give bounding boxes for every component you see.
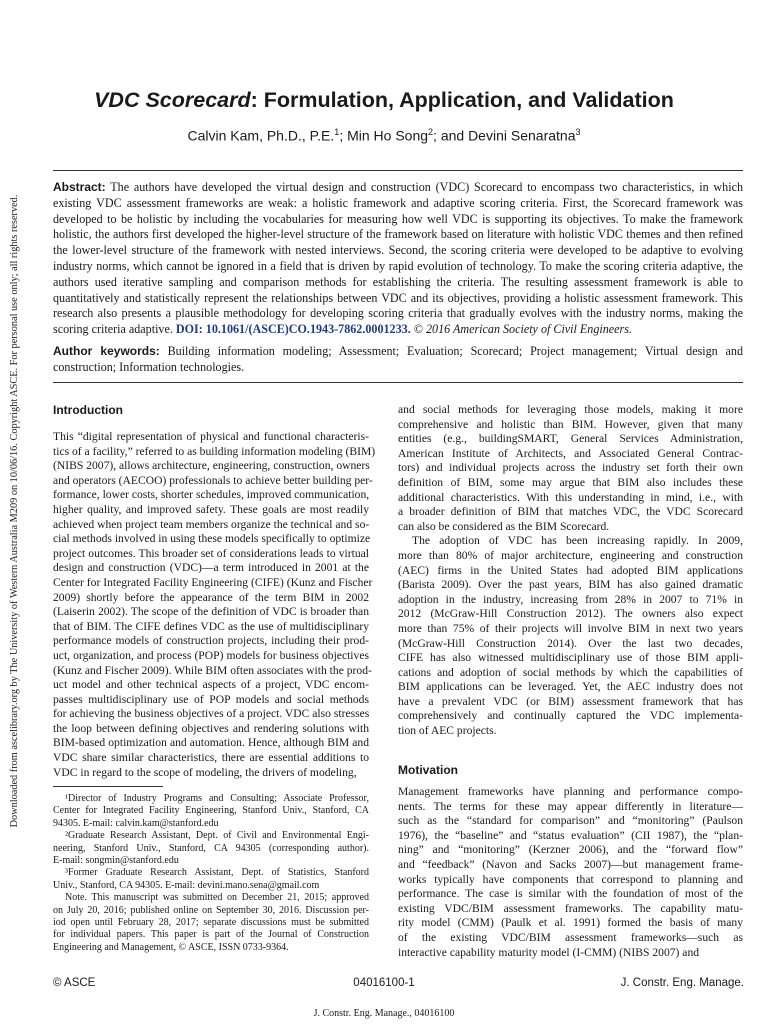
text-line: comprehensive and holistic than BIM. However, given that many (398, 417, 743, 431)
download-notice: Downloaded from ascelibrary.org by The University of Western Australia M209 on 10/06/16. Copyright ASCE. For personal use only; all rights reserved. (9, 194, 20, 828)
text-line: 1976), the “baseline” and “status evaluation” (CII 1987), the “plan- (398, 828, 743, 842)
text-line: 2009) shortly before the appearance of the term BIM in 2002 (53, 590, 369, 604)
text-line: Center for Integrated Facility Engineering, Stanford Univ., Stanford, CA (53, 805, 369, 817)
text-line: adoption in the industry, increasing from 28% in 2007 to 71% in (398, 592, 743, 606)
text-line: Engineering and Management, © ASCE, ISSN 0733-9364. (53, 941, 289, 953)
text-line: that of BIM. The CIFE defines VDC as the use of multidisciplinary (53, 619, 369, 633)
text-line: ning” and “monitoring” (Kerzner 2006), and the “forward flow” (398, 843, 743, 857)
abstract-label: Abstract: (53, 180, 106, 194)
text-line: (Laiserin 2002). The scope of the definition of VDC is broader than (53, 605, 369, 619)
text-line: design and construction (VDC)—a term introduced in 2001 at the (53, 561, 369, 575)
text-line: VDC in regard to the scope of modeling, the drivers of modeling, (53, 765, 357, 779)
text-line: formance, lower costs, shorter schedules, improved communication, (53, 488, 370, 502)
text-line: BIM applications can be leveraged. Yet, the AEC industry does not (398, 680, 743, 694)
introduction-heading: Introduction (53, 403, 123, 417)
text-line: uct model and other technical aspects of a project, VDC encom- (53, 678, 369, 692)
right-column (398, 403, 743, 739)
text-line: performance. The case is similar with the foundation of most of the (398, 887, 743, 901)
author-3-mark: 3 (575, 127, 581, 137)
text-line: rity model (CMM) (Paulk et al. 1991) formed the basis of many (398, 916, 743, 930)
abstract-bottom-rule (53, 382, 743, 383)
left-column (53, 430, 376, 780)
abstract-block (53, 180, 743, 338)
text-line: for achieving the business objectives of a project. VDC also stresses (53, 707, 370, 721)
author-2-mark: 2 (428, 127, 434, 137)
text-line: can also be considered as the BIM Scorecard. (398, 519, 610, 533)
text-line: VDC share similar characteristics, there are essential additions to (53, 751, 369, 765)
text-line: ²Graduate Research Assistant, Dept. of Civil and Environmental Engi- (65, 830, 369, 842)
text-line: ³Former Graduate Research Assistant, Dept. of Statistics, Stanford (65, 867, 369, 879)
paper-title (0, 88, 768, 113)
footnote-text (53, 793, 369, 954)
title-italic: VDC Scorecard (94, 88, 251, 112)
text-line: neering, Stanford Univ., Stanford, CA 94305 (corresponding author). (53, 842, 369, 854)
text-line: E-mail: songmin@stanford.edu (53, 854, 179, 866)
right-paragraph-2 (398, 534, 743, 738)
text-line: ¹Director of Industry Programs and Consulting; Associate Professor, (65, 793, 369, 804)
text-line: such as the “standard for comparison” and “monitoring” (Paulson (398, 814, 743, 828)
text-line: tors) and individual projects across the industry set forth their own (398, 461, 743, 475)
author-1: Calvin Kam, Ph.D., P.E. (187, 127, 335, 144)
keywords-text: Building information modeling; Assessment; Evaluation; Scorecard; Project management; Virtual design and construction; Information technologies. (53, 344, 743, 374)
text-line: the loop between defining objectives and rendering solutions with (53, 721, 369, 735)
author-3: ; and Devini Senaratna (433, 127, 576, 144)
text-line: entities (e.g., buildingSMART, General Services Administration, (398, 432, 743, 446)
text-line: BIM-based optimization and automation. Hence, although BIM and (53, 736, 369, 750)
text-line: comprehensively and continually captured the VDC implementa- (398, 709, 743, 723)
author-1-mark: 1 (334, 127, 340, 137)
text-line: (Kunz and Fischer 2009). While BIM often associates with the prod- (53, 663, 372, 677)
text-line: achieved when project team members organize the technical and so- (53, 517, 370, 531)
text-line: and operators (AECOO) professionals to achieve better building per- (53, 473, 373, 487)
motivation-column (398, 785, 743, 960)
text-line: (AEC) firms in the United States had adopted BIM applications (398, 563, 743, 577)
text-line: 2012 (McGraw-Hill Construction 2012). The owners also expect (398, 607, 743, 621)
footer-page-id: 04016100-1 (353, 977, 415, 989)
author-2: ; Min Ho Song (339, 127, 429, 144)
text-line: and “feedback” (Navon and Sacks 2007)—but management frame- (398, 857, 743, 871)
text-line: of the existing VDC/BIM assessment frameworks—such as (398, 930, 743, 944)
text-line: more than 80% of major architecture, engineering and construction (398, 548, 743, 562)
text-line: This “digital representation of physical and functional characteris- (53, 430, 369, 443)
text-line: tics of a facility,” referred to as building information modeling (BIM) (53, 444, 376, 458)
bottom-citation: J. Constr. Eng. Manage., 04016100 (313, 1008, 455, 1019)
text-line: additional characteristics. With this understanding in mind, i.e., with (398, 490, 743, 504)
footer-journal: J. Constr. Eng. Manage. (620, 977, 744, 989)
text-line: American Institute of Architects, and Associated General Contrac- (398, 446, 743, 460)
text-line: uct, organization, and process (POP) models for business objectives (53, 648, 369, 662)
text-line: tion of AEC projects. (398, 724, 497, 738)
text-line: performance models of construction projects, including their prod- (53, 634, 369, 648)
text-line: interactive capability maturity model (I-CMM) (NIBS 2007) and (398, 945, 700, 959)
doi-link[interactable]: DOI: 10.1061/(ASCE)CO.1943-7862.0001233. (175, 322, 411, 337)
keywords-label: Author keywords: (53, 344, 160, 358)
author-list (0, 127, 768, 144)
text-line: Univ., Stanford, CA 94305. E-mail: devini.mano.sena@gmail.com (53, 879, 320, 891)
text-line: iod open until February 28, 2017; separate discussions must be submitted (53, 916, 369, 928)
text-line: on July 20, 2016; published online on September 30, 2016. Discussion per- (53, 904, 369, 916)
text-line: Note. This manuscript was submitted on December 21, 2015; approved (65, 892, 369, 904)
text-line: Center for Integrated Facility Engineering (CIFE) (Kunz and Fischer (53, 575, 373, 589)
text-line: CIFE has also witnessed multidisciplinary use of those BIM appli- (398, 651, 743, 665)
right-paragraph-1 (398, 403, 743, 534)
keywords-block (53, 344, 743, 376)
text-line: (NIBS 2007), allows architecture, engineering, construction, owners (53, 459, 370, 473)
abstract-text: The authors have developed the virtual design and construction (VDC) Scorecard to encompass two characteristics, in which existing VDC assessment frameworks are weak: a holistic framework and adaptive scoring criteria. First, the Scorecard framework was developed to be holistic by including the vocabularies for measuring how well VDC is supporting its objectives. To make the framework holistic, the authors first developed the higher-level structure of the framework based on literature with holistic VDC themes and then refined the lower-level structure of the framework with nested interviews. Second, the scoring criteria were developed to be adaptive to evolving industry norms, which cannot be ignored in a field that is driven by rapid evolution of technology. To make the scoring criteria adaptive, the authors used iterative sampling and comparison methods for establishing the criteria. The resulting assessment framework is able to quantitatively and statistically represent the relationships between VDC and its objectives, providing a holistic assessment framework. This research also presents a plausible methodology for developing scoring criteria that gradually evolves with the industry norms, making the scoring criteria adaptive. (53, 180, 743, 337)
footer-publisher: © ASCE (53, 977, 96, 989)
text-line: and social methods for leveraging those models, making it more (398, 403, 743, 416)
footnotes (53, 793, 369, 954)
text-line: 94305. E-mail: calvin.kam@stanford.edu (53, 817, 219, 829)
motivation-text (398, 785, 743, 960)
introduction-text (53, 430, 376, 780)
text-line: project outcomes. This broader set of considerations leads to virtual (53, 546, 369, 560)
abstract-top-rule (53, 170, 743, 171)
text-line: higher quality, and improved safety. These goals are most readily (53, 502, 369, 516)
text-line: a broader definition of BIM that matches VDC, the VDC Scorecard (398, 505, 743, 519)
text-line: (McGraw-Hill Construction 2014). Over the last two decades, (398, 636, 743, 650)
text-line: The adoption of VDC has been increasing rapidly. In 2009, (412, 534, 743, 548)
text-line: have a prevalent VDC (or BIM) assessment framework that has (398, 694, 743, 708)
abstract-copyright: © 2016 American Society of Civil Engineers. (413, 322, 632, 337)
text-line: more than 75% of their projects will involve BIM in next two years (398, 621, 743, 635)
text-line: nents. The terms for these may appear differently in literature— (398, 799, 743, 813)
text-line: cations and adoption of social methods by which the capabilities of (398, 665, 743, 679)
text-line: cial methods involved in using these models specifically to optimize (53, 532, 371, 546)
text-line: definition of BIM, some may argue that BIM also includes these (398, 475, 743, 489)
text-line: works typically have components that correspond to planning and (398, 872, 743, 886)
footnote-rule (53, 786, 163, 787)
motivation-heading: Motivation (398, 763, 458, 777)
text-line: passes multidisciplinary use of POP models and social methods (53, 692, 369, 706)
text-line: (Barista 2009). Over the past years, BIM has also gained dramatic (398, 578, 743, 592)
text-line: Management frameworks have planning and performance compo- (398, 785, 743, 798)
title-rest: : Formulation, Application, and Validation (250, 88, 674, 112)
text-line: existing VDC/BIM assessment frameworks. The capability matu- (398, 901, 743, 915)
text-line: for individual papers. This paper is part of the Journal of Construction (53, 929, 369, 941)
